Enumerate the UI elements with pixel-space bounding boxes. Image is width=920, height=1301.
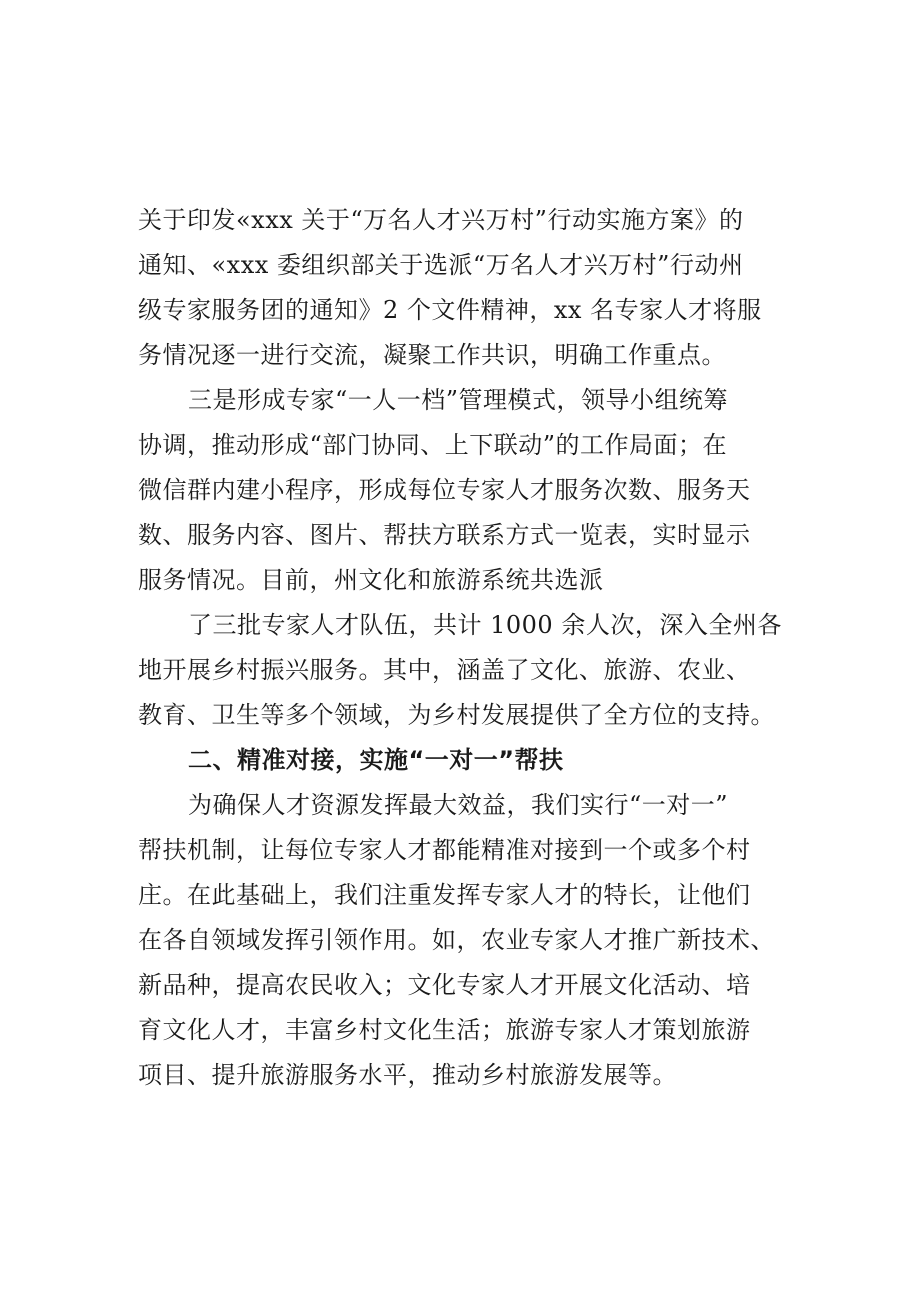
text-line: 项目、提升旅游服务水平，推动乡村旅游发展等。 [138, 1061, 677, 1089]
text-line: 帮扶机制，让每位专家人才都能精准对接到一个或多个村 [138, 836, 751, 864]
text-line: 协调，推动形成“部门协同、上下联动”的工作局面；在 [138, 431, 728, 459]
text-line: 通知、«xxx 委组织部关于选派“万名人才兴万村”行动州 [138, 251, 744, 279]
text-line: 在各自领域发挥引领作用。如，农业专家人才推广新技术、 [138, 926, 775, 954]
text-line: 数、服务内容、图片、帮扶方联系方式一览表，实时显示 [138, 521, 751, 549]
text-line: 务情况逐一进行交流，凝聚工作共识，明确工作重点。 [138, 341, 726, 369]
text-line: 关于印发«xxx 关于“万名人才兴万村”行动实施方案》的 [138, 206, 744, 234]
text-line: 庄。在此基础上，我们注重发挥专家人才的特长，让他们 [138, 881, 751, 909]
text-line: 育文化人才，丰富乡村文化生活；旅游专家人才策划旅游 [138, 1016, 751, 1044]
text-line: 了三批专家人才队伍，共计 1000 余人次，深入全州各 [188, 611, 782, 639]
section-heading: 二、精准对接，实施“一对一”帮扶 [188, 746, 564, 774]
text-line: 地开展乡村振兴服务。其中，涵盖了文化、旅游、农业、 [138, 656, 751, 684]
text-line: 微信群内建小程序，形成每位专家人才服务次数、服务天 [138, 476, 751, 504]
text-line: 教育、卫生等多个领域，为乡村发展提供了全方位的支持。 [138, 701, 775, 729]
text-line: 新品种，提高农民收入；文化专家人才开展文化活动、培 [138, 971, 751, 999]
text-line: 三是形成专家“一人一档”管理模式，领导小组统筹 [188, 386, 729, 414]
text-line: 服务情况。目前，州文化和旅游系统共选派 [138, 566, 604, 594]
text-line: 为确保人才资源发挥最大效益，我们实行“一对一” [188, 791, 729, 819]
text-line: 级专家服务团的通知》2 个文件精神，xx 名专家人才将服 [138, 296, 762, 324]
